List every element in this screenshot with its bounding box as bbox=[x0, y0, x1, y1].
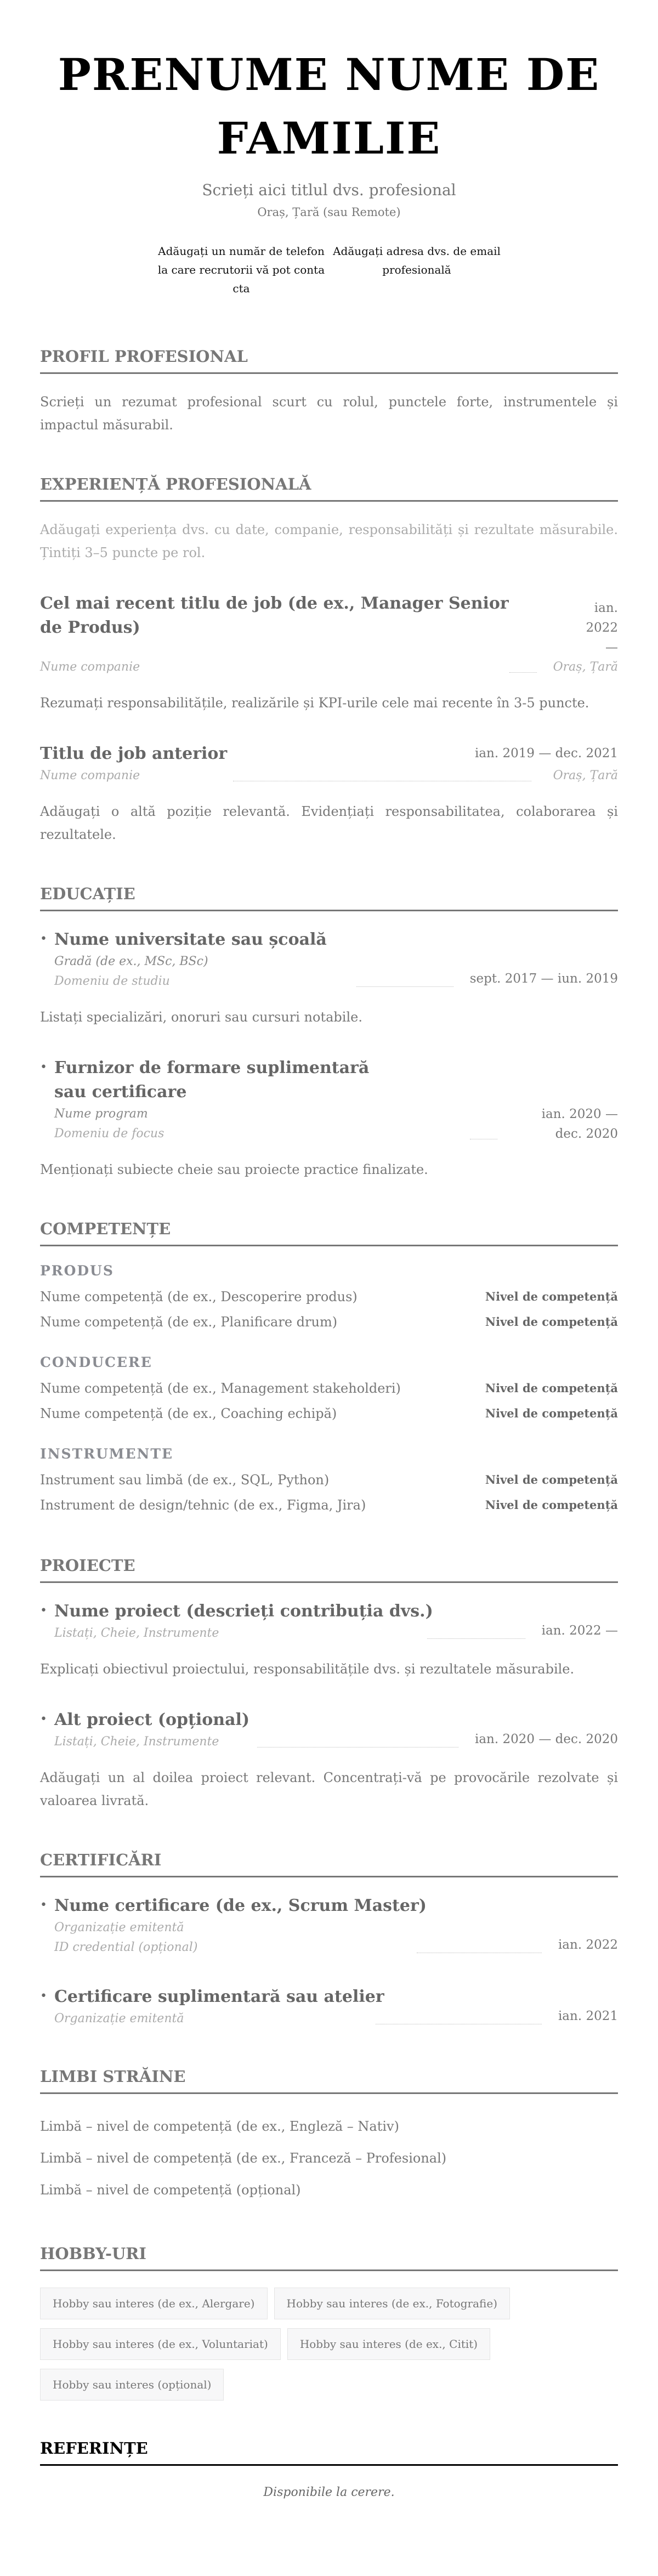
language-item: Limbă – nivel de competență (opțional) bbox=[40, 2182, 301, 2198]
program: Nume program bbox=[54, 1107, 148, 1121]
project-description: Adăugați un al doilea proiect relevant. Concentrați-vă pe provocările rezolvate și valoarea livrată. bbox=[40, 1770, 618, 1808]
field: Domeniu de focus bbox=[54, 1127, 164, 1141]
company: Nume companie bbox=[40, 660, 140, 674]
job-location: Oraș, Țară bbox=[553, 769, 618, 782]
skills-section bbox=[40, 1219, 618, 1518]
profile-text: Scrieți un rezumat profesional scurt cu rolul, punctele forte, instrumentele și impactul măsurabil. bbox=[40, 394, 618, 433]
full-name: PRENUME NUME DE FAMILIE bbox=[58, 49, 600, 164]
education-date: sept. 2017 — iun. 2019 bbox=[469, 972, 618, 986]
skill-group bbox=[40, 1446, 618, 1518]
email[interactable]: Adăugați adresa dvs. de email profesională bbox=[333, 245, 501, 276]
cert-name: Nume certificare (de ex., Scrum Master) bbox=[54, 1896, 427, 1915]
dotted-leader bbox=[356, 986, 453, 987]
job-description: Rezumați responsabilitățile, realizările și KPI-urile cele mai recente în 3-5 puncte. bbox=[40, 695, 589, 711]
languages-section bbox=[40, 2067, 618, 2206]
language-item: Limbă – nivel de competență (de ex., Engleză – Nativ) bbox=[40, 2119, 399, 2134]
dotted-leader bbox=[509, 672, 537, 673]
bullet-icon: • bbox=[40, 1989, 47, 2003]
skill-group bbox=[40, 1354, 618, 1426]
skill-level: Nivel de competență bbox=[485, 1381, 618, 1395]
bullet-icon: • bbox=[40, 932, 47, 946]
project-entry bbox=[40, 1708, 618, 1812]
project-entry bbox=[40, 1599, 618, 1681]
field: Domeniu de studiu bbox=[54, 974, 170, 988]
contact-row bbox=[40, 242, 618, 298]
project-date: ian. 2020 — dec. 2020 bbox=[474, 1732, 618, 1746]
skill-name: Instrument de design/tehnic (de ex., Figma, Jira) bbox=[40, 1497, 366, 1513]
skill-level: Nivel de competență bbox=[485, 1315, 618, 1329]
hobbies-section bbox=[40, 2244, 618, 2401]
skill-row bbox=[40, 1309, 618, 1335]
certifications-section bbox=[40, 1851, 618, 2029]
job-entry bbox=[40, 742, 618, 846]
skill-group-name: PRODUS bbox=[40, 1263, 114, 1279]
cert-date: ian. 2022 bbox=[558, 1938, 618, 1952]
job-description: Adăugați o altă poziție relevantă. Evidențiați responsabilitatea, colaborarea și rezultatele. bbox=[40, 804, 618, 842]
phone[interactable]: Adăugați un număr de telefon la care recrutorii vă pot contacta bbox=[157, 245, 325, 295]
project-tags: Listați, Cheie, Instrumente bbox=[54, 1735, 219, 1749]
cert-org: Organizație emitentă bbox=[54, 1921, 184, 1934]
cert-entry bbox=[40, 1894, 618, 1957]
skill-level: Nivel de competență bbox=[485, 1498, 618, 1512]
project-tags: Listați, Cheie, Instrumente bbox=[54, 1626, 219, 1640]
resume-header bbox=[40, 43, 618, 298]
skill-row bbox=[40, 1284, 618, 1309]
section-heading: PROFIL PROFESIONAL bbox=[40, 347, 618, 374]
section-heading: CERTIFICĂRI bbox=[40, 1851, 618, 1877]
skill-name: Instrument sau limbă (de ex., SQL, Python) bbox=[40, 1472, 330, 1488]
skill-row bbox=[40, 1467, 618, 1493]
job-title: Titlu de job anterior bbox=[40, 744, 228, 763]
section-heading: PROIECTE bbox=[40, 1556, 618, 1583]
skill-name: Nume competență (de ex., Planificare drum) bbox=[40, 1314, 338, 1330]
job-entry bbox=[40, 592, 618, 714]
hobby-chip: Hobby sau interes (de ex., Voluntariat) bbox=[40, 2328, 281, 2360]
skill-level: Nivel de competență bbox=[485, 1473, 618, 1486]
project-name: Nume proiect (descrieți contribuția dvs.) bbox=[54, 1602, 433, 1621]
hobby-chip: Hobby sau interes (de ex., Alergare) bbox=[40, 2288, 268, 2319]
dotted-leader bbox=[427, 1638, 525, 1639]
project-description: Explicați obiectivul proiectului, responsabilitățile dvs. și rezultatele măsurabile. bbox=[40, 1661, 575, 1677]
company: Nume companie bbox=[40, 769, 140, 782]
project-name: Alt proiect (opțional) bbox=[54, 1710, 250, 1729]
job-location: Oraș, Țară bbox=[553, 660, 618, 674]
language-item: Limbă – nivel de competență (de ex., Franceză – Profesional) bbox=[40, 2151, 447, 2166]
skill-name: Nume competență (de ex., Coaching echipă) bbox=[40, 1406, 337, 1421]
references-text: Disponibile la cerere. bbox=[263, 2486, 395, 2499]
location: Oraș, Țară (sau Remote) bbox=[257, 206, 401, 219]
education-section bbox=[40, 884, 618, 1181]
skill-row bbox=[40, 1493, 618, 1518]
cert-date: ian. 2021 bbox=[558, 2009, 618, 2023]
job-date: ian. 2022 — bbox=[586, 601, 618, 655]
skill-row bbox=[40, 1376, 618, 1401]
bullet-icon: • bbox=[40, 1604, 47, 1618]
references-section bbox=[40, 2439, 618, 2499]
section-heading: EDUCAȚIE bbox=[40, 884, 618, 911]
professional-title: Scrieți aici titlul dvs. profesional bbox=[202, 181, 456, 199]
skill-name: Nume competență (de ex., Descoperire produs) bbox=[40, 1289, 358, 1304]
projects-section bbox=[40, 1556, 618, 1812]
hobby-chips bbox=[40, 2288, 618, 2401]
cert-entry bbox=[40, 1985, 618, 2029]
project-date: ian. 2022 — bbox=[541, 1624, 618, 1638]
section-heading: REFERINȚE bbox=[40, 2439, 618, 2466]
experience-intro: Adăugați experiența dvs. cu date, companie, responsabilități și rezultate măsurabile. Țintiți 3–5 puncte pe rol. bbox=[40, 522, 618, 560]
school-name: Nume universitate sau școală bbox=[54, 930, 327, 949]
experience-section bbox=[40, 475, 618, 846]
profile-section bbox=[40, 347, 618, 436]
section-heading: HOBBY-URI bbox=[40, 2244, 618, 2271]
education-description: Menționați subiecte cheie sau proiecte practice finalizate. bbox=[40, 1162, 428, 1177]
cert-name: Certificare suplimentară sau atelier bbox=[54, 1987, 384, 2006]
skill-group-name: INSTRUMENTE bbox=[40, 1446, 174, 1462]
education-entry bbox=[40, 928, 618, 1029]
skill-group-name: CONDUCERE bbox=[40, 1354, 152, 1370]
bullet-icon: • bbox=[40, 1898, 47, 1912]
education-entry bbox=[40, 1056, 618, 1181]
cert-id: ID credential (opțional) bbox=[54, 1940, 198, 1954]
section-heading: LIMBI STRĂINE bbox=[40, 2067, 618, 2094]
hobby-chip: Hobby sau interes (opțional) bbox=[40, 2369, 224, 2401]
hobby-chip: Hobby sau interes (de ex., Citit) bbox=[287, 2328, 490, 2360]
bullet-icon: • bbox=[40, 1712, 47, 1726]
job-title: Cel mai recent titlu de job (de ex., Manager Senior de Produs) bbox=[40, 594, 509, 637]
bullet-icon: • bbox=[40, 1060, 47, 1074]
education-date: ian. 2020 — dec. 2020 bbox=[541, 1107, 618, 1141]
school-name: Furnizor de formare suplimentară sau certificare bbox=[54, 1058, 370, 1102]
skill-level: Nivel de competență bbox=[485, 1406, 618, 1420]
skill-row bbox=[40, 1401, 618, 1426]
education-description: Listați specializări, onoruri sau cursuri notabile. bbox=[40, 1009, 362, 1025]
skill-name: Nume competență (de ex., Management stakeholderi) bbox=[40, 1381, 401, 1396]
job-date: ian. 2019 — dec. 2021 bbox=[474, 746, 618, 761]
skill-level: Nivel de competență bbox=[485, 1290, 618, 1303]
cert-org: Organizație emitentă bbox=[54, 2012, 184, 2025]
degree: Gradă (de ex., MSc, BSc) bbox=[54, 955, 208, 968]
skill-group bbox=[40, 1263, 618, 1335]
section-heading: COMPETENȚE bbox=[40, 1219, 618, 1246]
section-heading: EXPERIENȚĂ PROFESIONALĂ bbox=[40, 475, 618, 502]
hobby-chip: Hobby sau interes (de ex., Fotografie) bbox=[274, 2288, 510, 2319]
